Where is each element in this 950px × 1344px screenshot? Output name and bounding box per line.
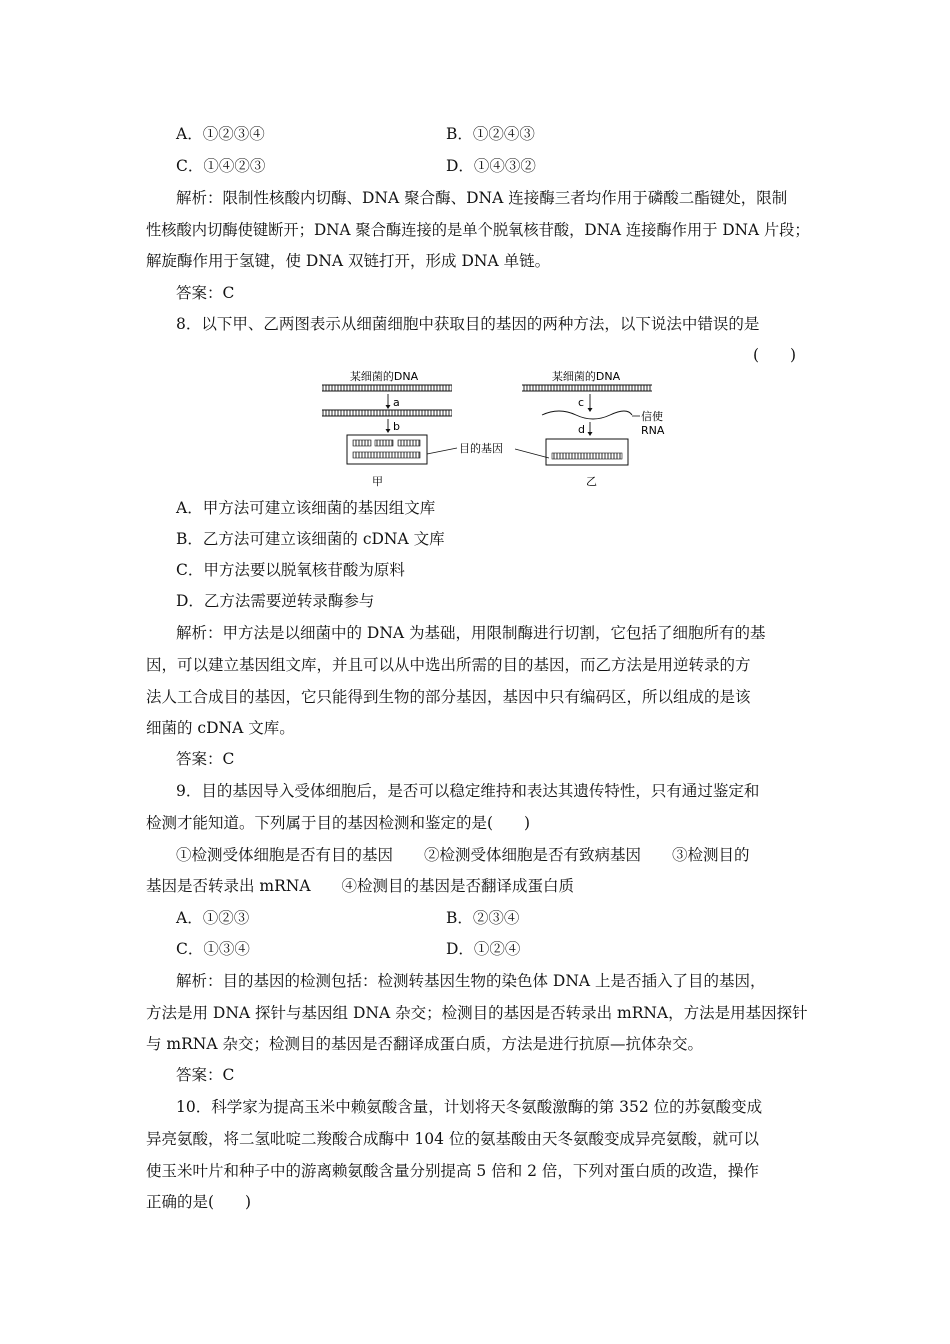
right-dna-title: 某细菌的DNA <box>551 370 621 383</box>
step-d-label: d <box>578 423 585 436</box>
right-library-box <box>546 439 628 465</box>
left-dna-strand-top <box>322 385 452 391</box>
q8-explanation-line-2: 因，可以建立基因组文库，并且可以从中选出所需的目的基因，而乙方法是用逆转录的方 <box>146 656 751 674</box>
q7-answer: 答案：C <box>176 284 235 302</box>
q9-items-line-1: ①检测受体细胞是否有目的基因 ②检测受体细胞是否有致病基因 ③检测目的 <box>176 846 750 864</box>
q8-option-d: D．乙方法需要逆转录酶参与 <box>176 592 375 610</box>
step-b-label: b <box>393 420 400 433</box>
step-a-label: a <box>393 396 400 409</box>
q9-option-d: D．①②④ <box>446 940 521 958</box>
q9-stem-line-2: 检测才能知道。下列属于目的基因检测和鉴定的是( ) <box>146 814 531 832</box>
q7-option-d: D．①④③② <box>446 157 536 175</box>
left-dna-title: 某细菌的DNA <box>349 370 419 383</box>
mrna-strand <box>542 411 632 419</box>
q10-stem-line-3: 使玉米叶片和种子中的游离赖氨酸含量分别提高 5 倍和 2 倍，下列对蛋白质的改造，操作 <box>146 1162 759 1180</box>
q8-option-b: B．乙方法可建立该细菌的 cDNA 文库 <box>176 530 445 548</box>
q9-stem-line-1: 9．目的基因导入受体细胞后，是否可以稳定维持和表达其遗传特性，只有通过鉴定和 <box>176 782 760 800</box>
left-figure-label: 甲 <box>372 475 383 488</box>
q8-option-c: C．甲方法要以脱氧核苷酸为原料 <box>176 561 405 579</box>
q8-option-a: A．甲方法可建立该细菌的基因组文库 <box>176 499 436 517</box>
q7-option-c: C．①④②③ <box>176 157 266 175</box>
q9-option-a: A．①②③ <box>176 909 250 927</box>
q10-stem-line-2: 异亮氨酸，将二氢吡啶二羧酸合成酶中 104 位的氨基酸由天冬氨酸变成异亮氨酸，就可以 <box>146 1130 759 1148</box>
arrow-d-head <box>588 432 593 436</box>
target-gene-pointer-right <box>515 449 549 458</box>
q9-option-b: B．②③④ <box>446 909 520 927</box>
step-c-label: c <box>578 396 585 409</box>
q7-option-a: A．①②③④ <box>176 125 265 143</box>
q9-answer: 答案：C <box>176 1066 235 1084</box>
q8-gene-extraction-figure <box>310 366 670 492</box>
q8-stem: 8．以下甲、乙两图表示从细菌细胞中获取目的基因的两种方法，以下说法中错误的是 <box>176 315 760 333</box>
q8-explanation-line-1: 解析：甲方法是以细菌中的 DNA 为基础，用限制酶进行切割，它包括了细胞所有的基 <box>176 624 766 642</box>
q9-explanation-line-1: 解析：目的基因的检测包括：检测转基因生物的染色体 DNA 上是否插入了目的基因， <box>176 972 766 990</box>
arrow-c-head <box>588 408 593 412</box>
q10-stem-line-1: 10．科学家为提高玉米中赖氨酸含量，计划将天冬氨酸激酶的第 352 位的苏氨酸变成 <box>176 1098 763 1116</box>
q9-items-line-2: 基因是否转录出 mRNA ④检测目的基因是否翻译成蛋白质 <box>146 877 575 895</box>
target-gene-label: 目的基因 <box>459 442 503 455</box>
mrna-label-line-2: RNA <box>641 424 665 437</box>
q9-option-c: C．①③④ <box>176 940 250 958</box>
right-figure-label: 乙 <box>586 475 597 488</box>
mrna-label-line-1: 信使 <box>641 410 663 423</box>
q8-explanation-line-3: 法人工合成目的基因，它只能得到生物的部分基因，基因中只有编码区，所以组成的是该 <box>146 688 751 706</box>
arrow-a-head <box>386 405 391 409</box>
q8-explanation-line-4: 细菌的 cDNA 文库。 <box>146 719 295 737</box>
target-gene-pointer-left <box>427 448 457 454</box>
q10-stem-line-4: 正确的是( ) <box>146 1193 252 1211</box>
q7-option-b: B．①②④③ <box>446 125 535 143</box>
q9-explanation-line-2: 方法是用 DNA 探针与基因组 DNA 杂交；检测目的基因是否转录出 mRNA，方法是用基因探针 <box>146 1004 808 1022</box>
left-fragments <box>353 440 420 458</box>
q7-explanation-line-3: 解旋酶作用于氢键，使 DNA 双链打开，形成 DNA 单链。 <box>146 252 551 270</box>
q7-explanation-line-1: 解析：限制性核酸内切酶、DNA 聚合酶、DNA 连接酶三者均作用于磷酸二酯键处，限制 <box>176 189 788 207</box>
arrow-b-head <box>386 429 391 433</box>
q9-explanation-line-3: 与 mRNA 杂交；检测目的基因是否翻译成蛋白质，方法是进行抗原—抗体杂交。 <box>146 1035 703 1053</box>
left-dna-strand-bottom <box>322 410 452 416</box>
left-library-box <box>347 435 427 464</box>
q8-answer-paren: ( ) <box>753 346 797 364</box>
right-cdna-fragment <box>552 453 622 459</box>
right-dna-strand <box>522 385 652 391</box>
q8-answer: 答案：C <box>176 750 235 768</box>
q7-explanation-line-2: 性核酸内切酶使键断开；DNA 聚合酶连接的是单个脱氧核苷酸，DNA 连接酶作用于 DNA 片段； <box>146 221 810 239</box>
